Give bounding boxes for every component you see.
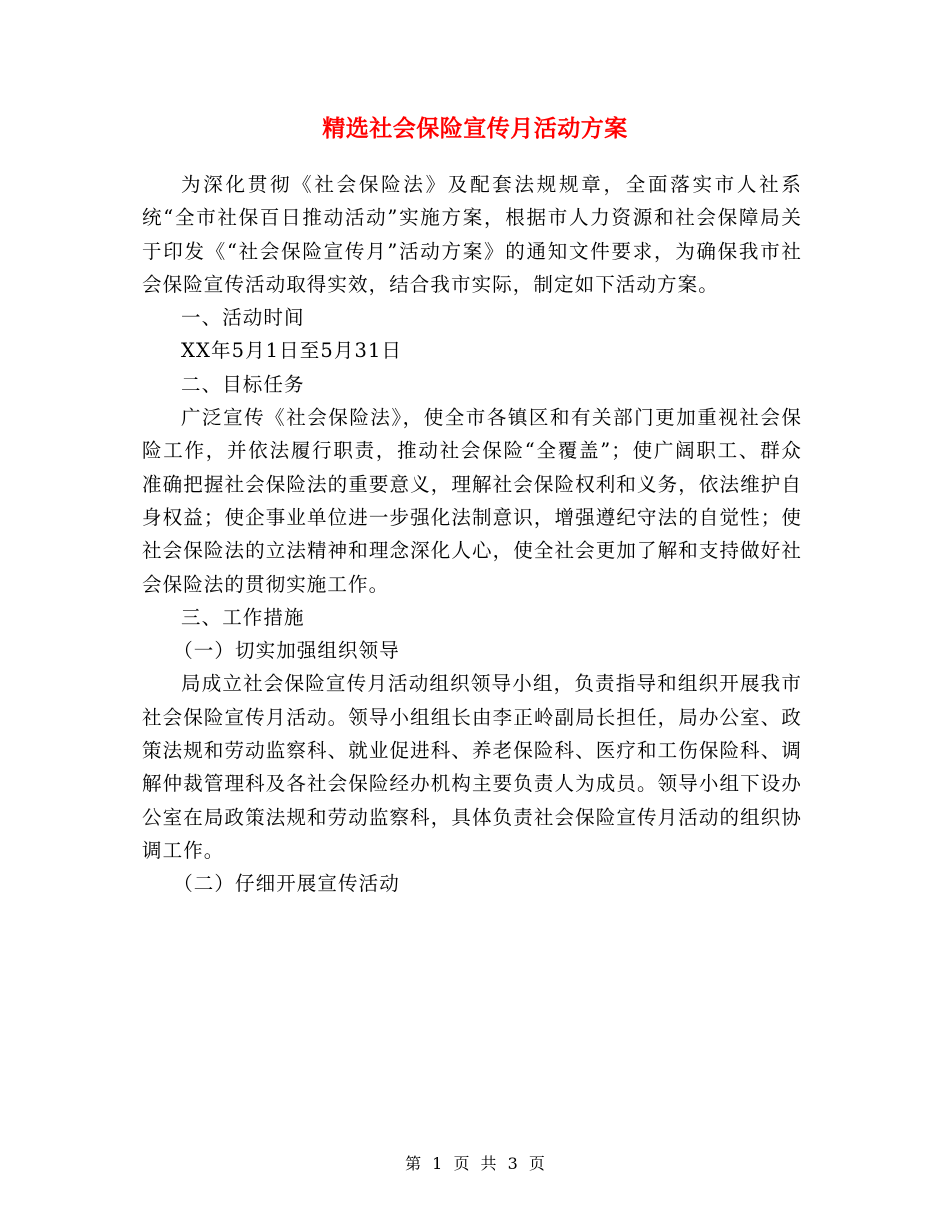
document-title: 精选社会保险宣传月活动方案 — [322, 116, 628, 142]
subsection-heading-leadership: （一）切实加强组织领导 — [173, 639, 400, 663]
section-heading-goals: 二、目标任务 — [181, 372, 305, 396]
activity-date-range: XX年5月1日至5月31日 — [181, 339, 403, 363]
section-heading-activity-time: 一、活动时间 — [181, 306, 305, 330]
document-body — [142, 168, 802, 901]
goals-paragraph: 广泛宣传《社会保险法》，使全市各镇区和有关部门更加重视社会保险工作，并依法履行职责，推动社会保险“全覆盖”；使广阔职工、群众准确把握社会保险法的重要意义，理解社会保险权利和义务，依法维护自身权益；使企事业单位进一步强化法制意识，增强遵纪守法的自觉性；使社会保险法的立法精神和理念深化人心，使全社会更加了解和支持做好社会保险法的贯彻实施工作。 — [142, 406, 802, 596]
intro-paragraph: 为深化贯彻《社会保险法》及配套法规规章，全面落实市人社系统“全市社保百日推动活动”实施方案，根据市人力资源和社会保障局关于印发《“社会保险宣传月”活动方案》的通知文件要求，为确保我市社会保险宣传活动取得实效，结合我市实际，制定如下活动方案。 — [142, 173, 802, 296]
subsection-heading-campaign: （二）仔细开展宣传活动 — [173, 872, 400, 896]
section-heading-measures: 三、工作措施 — [181, 605, 305, 629]
leadership-paragraph: 局成立社会保险宣传月活动组织领导小组，负责指导和组织开展我市社会保险宣传月活动。领导小组组长由李正岭副局长担任，局办公室、政策法规和劳动监察科、就业促进科、养老保险科、医疗和工伤保险科、调解仲裁管理科及各社会保险经办机构主要负责人为成员。领导小组下设办公室在局政策法规和劳动监察科，具体负责社会保险宣传月活动的组织协调工作。 — [142, 672, 802, 862]
page-footer: 第 1 页 共 3 页 — [405, 1154, 545, 1173]
